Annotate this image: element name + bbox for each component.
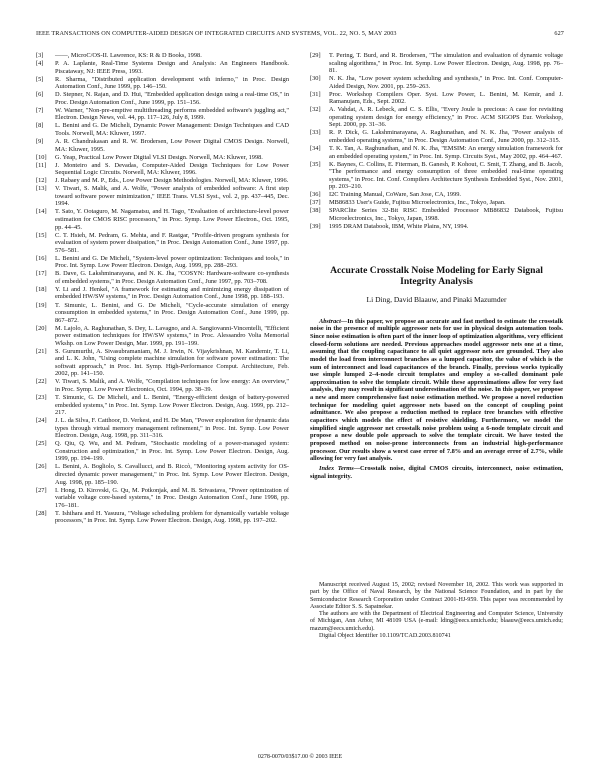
reference-text: L. Benini and G. De Micheli, Dynamic Power Management: Design Techniques and CAD Tools. Norwell, MA: Kluwer, 1997. xyxy=(55,122,289,137)
reference-number: [19] xyxy=(36,301,47,309)
reference-number: [13] xyxy=(36,185,47,193)
article-title: Accurate Crosstalk Noise Modeling for Early Signal Integrity Analysis xyxy=(330,264,543,288)
reference-text: T. Simunic, L. Benini, and G. De Micheli, "Cycle-accurate simulation of energy consumption in embedded systems," in Proc. Design Automation Conf., June 1999, pp. 867–872. xyxy=(55,301,289,324)
abstract xyxy=(310,318,563,463)
reference-number: [7] xyxy=(36,106,44,114)
reference-text: Q. Qiu, Q. Wu, and M. Pedram, "Stochastic modeling of a power-managed system: Construction and optimization," in Proc. Int. Symp. Low Power Electron. Design, Aug. 1999, pp. 194–199. xyxy=(55,440,289,463)
reference-text: 1995 DRAM Databook, IBM, White Plains, NY, 1994. xyxy=(329,223,469,231)
reference-number: [6] xyxy=(36,91,44,99)
reference-list-left xyxy=(36,52,289,525)
reference-number: [14] xyxy=(36,208,47,216)
reference-text: K. Baynes, C. Collins, E. Fiterman, B. Ganesh, P. Kohout, C. Smit, T. Zhang, and B. Jacob, "The performance and energy consumption of three embedded real-time operating systems," in Proc. Int. Conf. Compilers Architecture Synthesis Embedded Syst., Nov. 2001, pp. 203–210. xyxy=(329,160,563,191)
reference-text: I. Hong, D. Kirovski, G. Qu, M. Potkonjak, and M. B. Srivastava, "Power optimization of variable voltage core-based systems," in Proc. Design Automation Conf., June 1998, pp. 176–181. xyxy=(55,486,289,509)
reference-number: [31] xyxy=(310,90,321,98)
index-terms xyxy=(310,465,563,480)
reference-number: [21] xyxy=(36,347,47,355)
reference-text: A. R. Chandrakasan and R. W. Brodersen, Low Power Digital CMOS Design. Norwell, MA: Kluwer, 1995. xyxy=(55,138,289,153)
reference-item xyxy=(310,91,563,106)
reference-text: S. Gurumurthi, A. Sivasubramaniam, M. J. Irwin, N. Vijaykrishnan, M. Kandemir, T. Li, and L. K. John, "Using complete machine simulation for software power estimation: The softwatt approach," in Proc. Int. Symp. High-Performance Comput. Architecture, Feb. 2002, pp. 141–150. xyxy=(55,347,289,378)
reference-text: T. Pering, T. Burd, and R. Brodersen, "The simulation and evaluation of dynamic voltage scaling algorithms," in Proc. Int. Symp. Low Power Electron. Design, Aug. 1998, pp. 76–81. xyxy=(329,52,563,75)
reference-text: L. Benini and G. De Micheli, "System-level power optimization: Techniques and tools," in Proc. Int. Symp. Low Power Electron. Design, Aug. 1999, pp. 288–293. xyxy=(55,254,289,270)
reference-item xyxy=(36,270,289,285)
reference-number: [20] xyxy=(36,324,47,332)
reference-number: [3] xyxy=(36,52,44,59)
reference-number: [17] xyxy=(36,270,47,278)
reference-item xyxy=(36,394,289,417)
reference-text: J. Rabaey and M. P., Eds., Low Power Design Methodologies. Norwell, MA: Kluwer, 1996. xyxy=(55,177,289,185)
reference-item xyxy=(36,510,289,525)
reference-text: B. Dave, G. Lakshminarayana, and N. K. Jha, "COSYN: Hardware-software co-synthesis of embedded systems," in Proc. Design Automation Conf., June 1997, pp. 703–708. xyxy=(55,270,289,285)
reference-number: [30] xyxy=(310,75,321,83)
abstract-lead: Abstract— xyxy=(319,317,348,325)
reference-text: V. Tiwari, S. Malik, and A. Wolfe, "Power analysis of embedded software: A first step toward software power minimization," IEEE Trans. VLSI Syst., vol. 2, pp. 437–445, Dec. 1994. xyxy=(55,185,289,208)
reference-item xyxy=(36,138,289,153)
reference-number: [16] xyxy=(36,254,47,262)
reference-item xyxy=(36,208,289,231)
reference-item xyxy=(36,122,289,137)
reference-text: G. Yeap, Practical Low Power Digital VLSI Design. Norwell, MA: Kluwer, 1998. xyxy=(55,153,263,161)
reference-item xyxy=(36,185,289,208)
reference-text: C. T. Hsieh, M. Pedram, G. Mehta, and F. Rastgar, "Profile-driven program synthesis for evaluation of system power dissipation," in Proc. Design Automation Conf., June 1997, pp. 576–581. xyxy=(55,231,289,254)
index-terms-lead: Index Terms— xyxy=(319,465,361,473)
reference-text: V. Tiwari, S. Malik, and A. Wolfe, "Compilation techniques for low energy: An overview," in Proc. Symp. Low Power Electronics, Oct. 1994, pp. 38–39. xyxy=(55,378,289,394)
reference-text: T. Ishihara and H. Yasuura, "Voltage scheduling problem for dynamically variable voltage processors," in Proc. Int. Symp. Low Power Electron. Design, Aug. 1998, pp. 197–202. xyxy=(55,509,289,525)
reference-number: [28] xyxy=(36,509,47,517)
reference-item xyxy=(36,325,289,348)
reference-number: [25] xyxy=(36,440,47,448)
reference-item xyxy=(36,378,289,393)
reference-item xyxy=(310,199,563,207)
reference-number: [18] xyxy=(36,285,47,293)
reference-item xyxy=(310,207,563,222)
reference-text: D. Stepner, N. Rajan, and D. Hui, "Embedded application design using a real-time OS," in Proc. Design Automation Conf., June 1999, pp. 151–156. xyxy=(55,91,289,106)
reference-item xyxy=(36,76,289,91)
reference-number: [26] xyxy=(36,463,47,471)
reference-number: [10] xyxy=(36,153,47,161)
right-column xyxy=(310,52,563,480)
reference-item xyxy=(36,107,289,122)
reference-number: [35] xyxy=(310,160,321,168)
reference-item xyxy=(36,177,289,185)
reference-number: [5] xyxy=(36,75,44,83)
reference-text: R. Sharma, "Distributed application development with inferno," in Proc. Design Automation Conf., June 1999, pp. 146–150. xyxy=(55,75,289,91)
reference-list-right xyxy=(310,52,563,231)
reference-item xyxy=(310,52,563,75)
reference-item xyxy=(310,145,563,160)
reference-text: N. K. Jha, "Low power system scheduling and synthesis," in Proc. Int. Conf. Computer-Aided Design, Nov. 2001, pp. 259–263. xyxy=(329,75,563,90)
reference-number: [38] xyxy=(310,207,321,215)
reference-text: A. Vahdat, A. R. Lebeck, and C. S. Ellis, "Every Joule is precious: A case for revisiting operating system design for energy efficiency," in Proc. ACM SIGOPS Eur. Workshop, Sept. 2000, pp. 31–36. xyxy=(329,106,563,129)
reference-item xyxy=(36,302,289,325)
reference-number: [33] xyxy=(310,129,321,137)
reference-text: Proc. Workshop Compilers Oper. Syst. Low Power, L. Benini, M. Kemir, and J. Ramanujam, Eds., Sept. 2002. xyxy=(329,90,563,106)
reference-number: [15] xyxy=(36,231,47,239)
reference-number: [22] xyxy=(36,378,47,386)
reference-item xyxy=(36,440,289,463)
reference-number: [24] xyxy=(36,417,47,425)
reference-item xyxy=(310,223,563,231)
page-number: 627 xyxy=(554,30,564,37)
reference-number: [11] xyxy=(36,161,47,169)
reference-item xyxy=(310,75,563,90)
reference-item xyxy=(36,255,289,270)
reference-number: [37] xyxy=(310,199,321,207)
abstract-text: In this paper, we propose an accurate and fast method to estimate the crosstalk noise in the presence of multiple aggressor nets for use in physical design automation tools. Since noise estimation is often part of the inner loop of optimization algorithms, very efficient closed-form solutions are needed. Previous approaches model aggressor nets one at a time, assuming that the coupling capacitance to all quiet aggressor nets are grounded. They also model the load from interconnect branches as a lumped capacitor, the value of which is the sum of interconnect and load capacitances of the branch. Finally, previous works typically use simple lumped 2–4-node circuit templates and employ a so-called dominant pole approximation to solve the template circuit. While these approximations allow for very fast analysis, they may result in significant underestimation of the noise. In this paper, we propose a new and more comprehensive fast noise estimation method. We propose a novel reduction technique for modeling quiet aggressor nets based on the concept of coupling point admittance. We also propose a reduction method to replace tree branches with effective capacitors which models the effect of resistive shielding. Furthermore, we model the simplified single aggressor net crosstalk noise problem using a 6-node template circuit and propose a new double pole approach to solve the template circuit. We have tested the proposed method on noise-prone interconnects from an industrial high-performance processor. Our results show a worst case error of 7.8% and an average error of 2.7%, while allowing for very fast analysis. xyxy=(310,317,563,463)
reference-text: L. Benini, A. Bogliolo, S. Cavallucci, and B. Riccò, "Monitoring system activity for OS-directed dynamic power management," in Proc. Int. Symp. Low Power Electron. Design, Aug. 1998, pp. 185–190. xyxy=(55,463,289,486)
reference-text: I2C Training Manual, CoWare, San Jose, CA, 1999. xyxy=(329,191,461,199)
reference-number: [36] xyxy=(310,191,321,199)
reference-number: [4] xyxy=(36,60,44,68)
reference-text: T. Simunic, G. De Micheli, and L. Benini, "Energy-efficient design of battery-powered embedded systems," in Proc. Int. Symp. Low Power Electron. Design, Aug. 1999, pp. 212–217. xyxy=(55,394,289,417)
reference-item xyxy=(310,161,563,191)
reference-item xyxy=(36,463,289,486)
reference-text: R. P. Dick, G. Lakshminarayana, A. Raghunathan, and N. K. Jha, "Power analysis of embedded operating systems," in Proc. Design Automation Conf., June 2000, pp. 312–315. xyxy=(329,129,563,145)
manuscript-footnote xyxy=(310,582,563,640)
reference-number: [23] xyxy=(36,394,47,402)
reference-number: [9] xyxy=(36,138,44,146)
reference-text: J. Monteiro and S. Devadas, Computer-Aided Design Techniques for Low Power Sequential Logic Circuits. Norwell, MA: Kluwer, 1996. xyxy=(55,161,289,177)
reference-text: MB86833 User's Guide, Fujitsu Microelectronics, Inc., Tokyo, Japan. xyxy=(329,199,506,207)
reference-number: [34] xyxy=(310,145,321,153)
reference-number: [32] xyxy=(310,106,321,114)
reference-text: P. A. Laplante, Real-Time Systems Design and Analysis: An Engineers Handbook. Piscataway, NJ: IEEE Press, 1993. xyxy=(55,60,289,75)
left-column xyxy=(36,52,289,525)
reference-item xyxy=(36,417,289,440)
reference-number: [8] xyxy=(36,122,44,130)
reference-item xyxy=(310,191,563,199)
reference-item xyxy=(36,348,289,378)
reference-text: W. Warner, "Non-pre-emptive multithreading performs embedded software's juggling act," Electron. Design News, vol. 44, pp. 117–126, July 8, 1999. xyxy=(55,106,289,122)
reference-text: J. L. da Silva, F. Catthoor, D. Verkest, and H. De Man, "Power exploration for dynamic data types through virtual memory management refinement," in Proc. Int. Symp. Low Power Electron. Design, Aug. 1998, pp. 311–316. xyxy=(55,417,289,440)
reference-item xyxy=(36,60,289,75)
reference-text: T. K. Tan, A. Raghunathan, and N. K. Jha, "EMSIM: An energy simulation framework for an embedded operating system," in Proc. Int. Symp. Circuits Syst., May 2002, pp. 464–467. xyxy=(329,145,563,160)
article-authors: Li Ding, David Blaauw, and Pinaki Mazumder xyxy=(366,294,507,304)
footnote-received: Manuscript received August 15, 2002; revised November 18, 2002. This work was supported in part by the Office of Naval Research, by the National Science Foundation, and in part by the Semiconductor Research Corporation under Contract 2001-HJ-959. This paper was recommended by Associate Editor S. S. Sapatnekar. xyxy=(310,582,563,610)
reference-item xyxy=(36,154,289,162)
reference-text: Y. Li and J. Henkel, "A framework for estimating and minimizing energy dissipation of embedded HW/SW systems," in Proc. Design Automation Conf., June 1998, pp. 188–193. xyxy=(55,285,289,301)
reference-item xyxy=(310,106,563,129)
index-terms-text: Crosstalk noise, digital CMOS circuits, interconnect, noise estimation, signal integrity. xyxy=(310,465,563,480)
running-header xyxy=(36,30,564,40)
footnote-doi: Digital Object Identifier 10.1109/TCAD.2003.810741 xyxy=(319,633,451,640)
reference-item xyxy=(36,162,289,177)
reference-number: [39] xyxy=(310,223,321,231)
reference-item xyxy=(36,286,289,301)
reference-item xyxy=(36,232,289,255)
journal-header: IEEE TRANSACTIONS ON COMPUTER-AIDED DESIGN OF INTEGRATED CIRCUITS AND SYSTEMS, VOL. 22, NO. 5, MAY 2003 xyxy=(36,30,397,37)
reference-text: SPARClite Series 32-Bit RISC Embedded Processor MB86832 Databook, Fujitsu Microelectronics, Inc., Tokyo, Japan, 1998. xyxy=(329,207,563,222)
reference-number: [27] xyxy=(36,486,47,494)
reference-text: ——, MicroC/OS-II. Lawrence, KS: R & D Books, 1998. xyxy=(55,52,202,59)
reference-text: T. Sato, Y. Ootaguro, M. Nagamatsu, and H. Tago, "Evaluation of architecture-level power estimation for CMOS RISC processors," in Proc. Symp. Low Power Electron., Oct. 1995, pp. 44–45. xyxy=(55,208,289,231)
copyright-footer: 0278-0070/03$17.00 © 2003 IEEE xyxy=(257,754,343,760)
reference-item xyxy=(310,129,563,144)
reference-number: [29] xyxy=(310,52,321,59)
footnote-affiliation: The authors are with the Department of Electrical Engineering and Computer Science, University of Michigan, Ann Arbor, MI 48109 USA (e-mail: lding@eecs.umich.edu; blaauw@eecs.umich.edu; mazum@eecs.umich.edu). xyxy=(310,611,563,632)
reference-number: [12] xyxy=(36,177,47,185)
reference-item xyxy=(36,91,289,106)
reference-text: M. Lajolo, A. Raghunathan, S. Dey, L. Lavagno, and A. Sangiovanni-Vincentelli, "Efficient power estimation techniques for HW/SW systems," in Proc. Alessandro Volta Memorial Wkshp. on Low Power Design, Mar. 1999, pp. 191–199. xyxy=(55,324,289,347)
reference-item xyxy=(36,52,289,60)
reference-item xyxy=(36,487,289,510)
